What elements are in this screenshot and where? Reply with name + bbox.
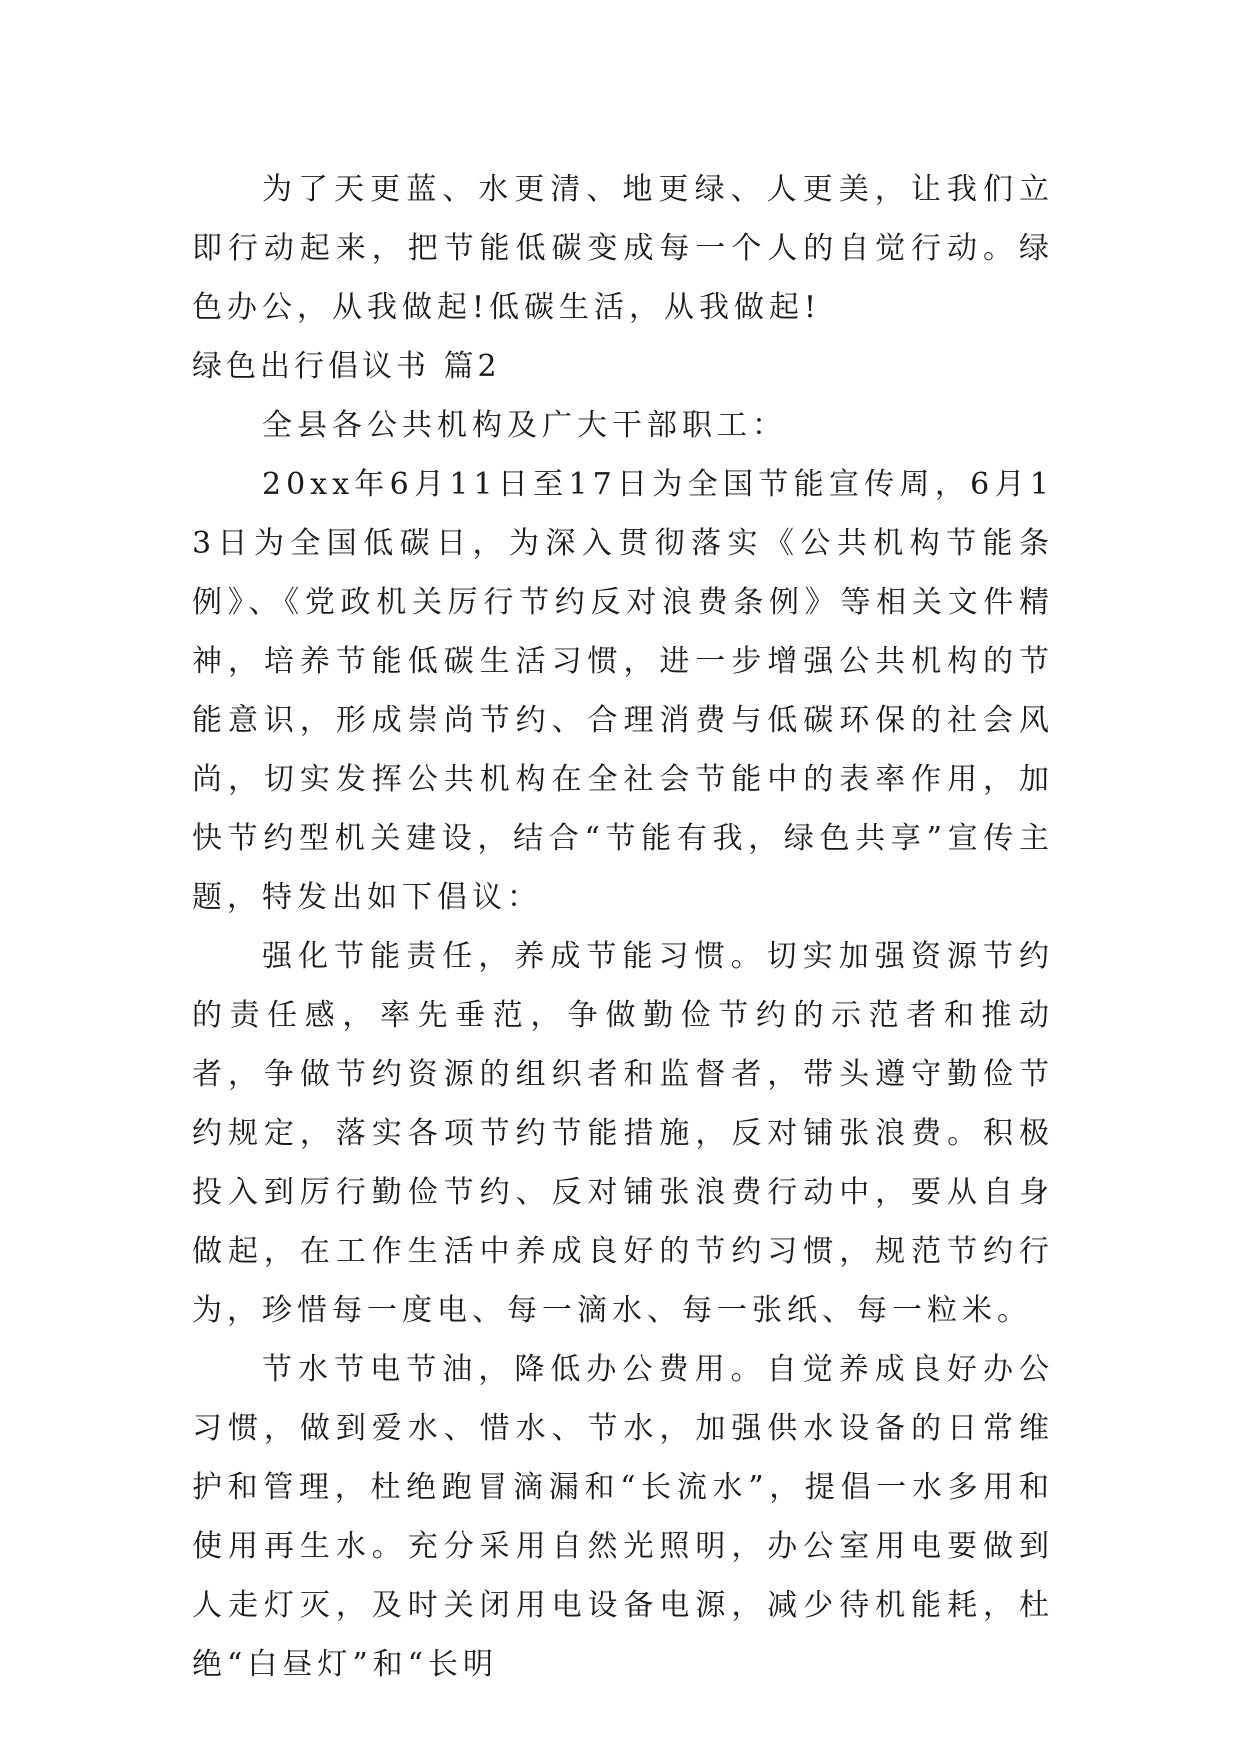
paragraph-introduction: 20xx年6月11日至17日为全国节能宣传周，6月13日为全国低碳日，为深入贯彻落实《公共机构节能条例》、《党政机关厉行节约反对浪费条例》等相关文件精神，培养节能低碳生活习惯，进一步增强公共机构的节能意识，形成崇尚节约、合理消费与低碳环保的社会风尚，切实发挥公共机构在全社会节能中的表率作用，加快节约型机关建设，结合“节能有我，绿色共享”宣传主题，特发出如下倡议： bbox=[192, 467, 1054, 915]
paragraph-closing-appeal: 为了天更蓝、水更清、地更绿、人更美，让我们立即行动起来，把节能低碳变成每一个人的自觉行动。绿色办公，从我做起!低碳生活，从我做起! bbox=[192, 172, 1054, 325]
section-heading: 绿色出行倡议书 篇2 bbox=[192, 349, 501, 384]
paragraph-responsibility: 强化节能责任，养成节能习惯。切实加强资源节约的责任感，率先垂范，争做勤俭节约的示范者和推动者，争做节约资源的组织者和监督者，带头遵守勤俭节约规定，落实各项节约节能措施，反对铺张浪费。积极投入到厉行勤俭节约、反对铺张浪费行动中，要从自身做起，在工作生活中养成良好的节约习惯，规范节约行为，珍惜每一度电、每一滴水、每一张纸、每一粒米。 bbox=[192, 939, 1054, 1328]
paragraph-saving-resources: 节水节电节油，降低办公费用。自觉养成良好办公习惯，做到爱水、惜水、节水，加强供水设备的日常维护和管理，杜绝跑冒滴漏和“长流水”，提倡一水多用和使用再生水。充分采用自然光照明，办公室用电要做到人走灯灭，及时关闭用电设备电源，减少待机能耗，杜绝“白昼灯”和“长明 bbox=[192, 1352, 1054, 1682]
paragraph-salutation: 全县各公共机构及广大干部职工： bbox=[262, 408, 787, 443]
document-body bbox=[192, 160, 1054, 1694]
